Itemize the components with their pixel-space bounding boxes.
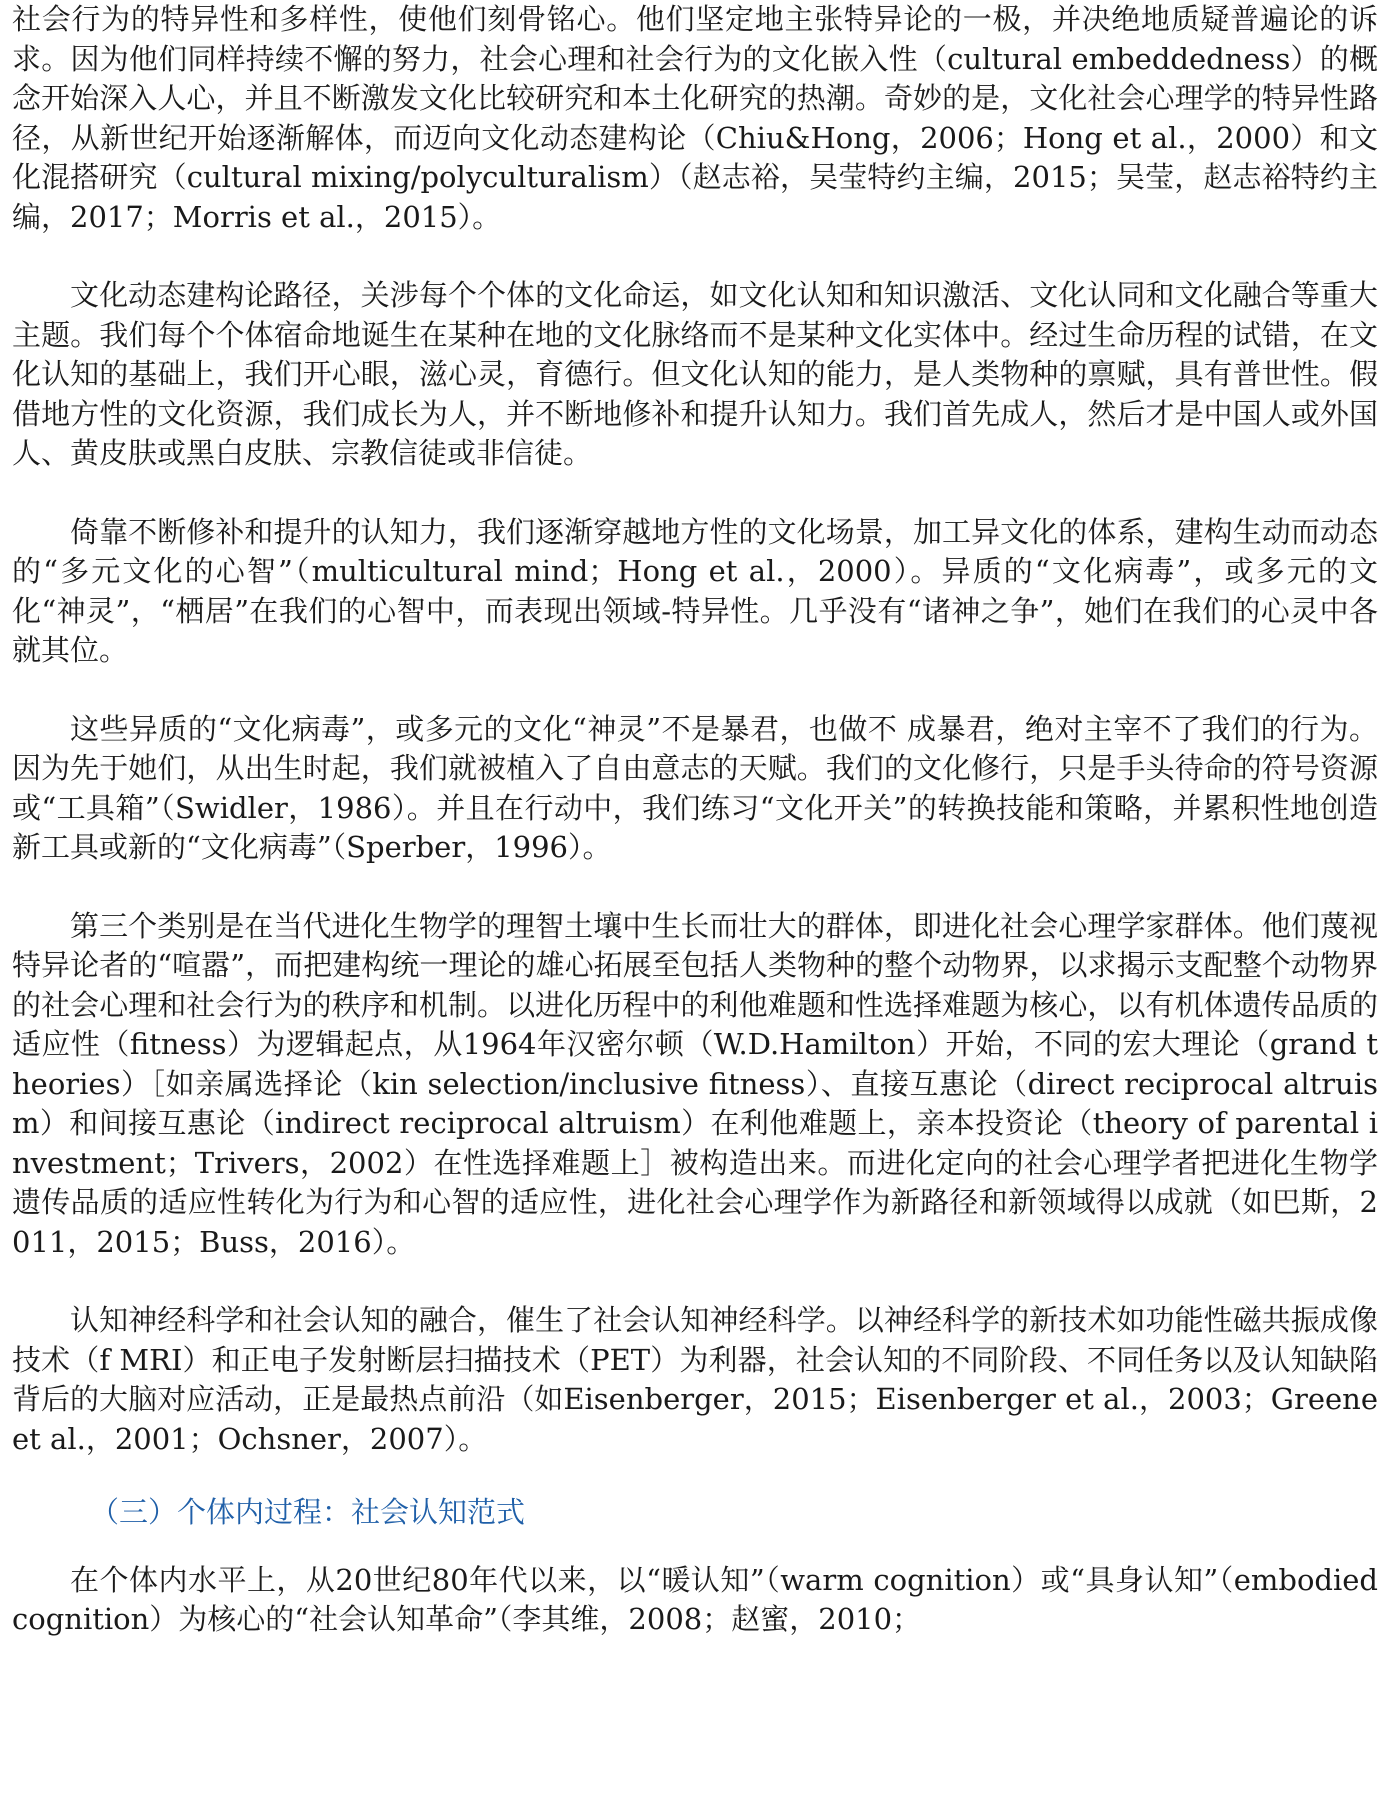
paragraph-1: 社会行为的特异性和多样性，使他们刻骨铭心。他们坚定地主张特异论的一极，并决绝地质疑普遍论的诉求。因为他们同样持续不懈的努力，社会心理和社会行为的文化嵌入性（cultural embeddedness）的概念开始深入人心，并且不断激发文化比较研究和本土化研究的热潮。奇妙的是，文化社会心理学的特异性路径，从新世纪开始逐渐解体，而迈向文化动态建构论（Chiu&Hong，2006；Hong et al.，2000）和文化混搭研究（cultural mixing/polyculturalism）（赵志裕，吴莹特约主编，2015；吴莹，赵志裕特约主编，2017；Morris et al.，2015）。 — [12, 2, 1378, 234]
paragraph-3: 倚靠不断修补和提升的认知力，我们逐渐穿越地方性的文化场景，加工异文化的体系，建构生动而动态的“多元文化的心智”（multicultural mind；Hong et al.，2000）。异质的“文化病毒”，或多元的文化“神灵”，“栖居”在我们的心智中，而表现出领域-特异性。几乎没有“诸神之争”，她们在我们的心灵中各就其位。 — [12, 514, 1378, 667]
paragraph-2: 文化动态建构论路径，关涉每个个体的文化命运，如文化认知和知识激活、文化认同和文化融合等重大主题。我们每个个体宿命地诞生在某种在地的文化脉络而不是某种文化实体中。经过生命历程的试错，在文化认知的基础上，我们开心眼，滋心灵，育德行。但文化认知的能力，是人类物种的禀赋，具有普世性。假借地方性的文化资源，我们成长为人，并不断地修补和提升认知力。我们首先成人，然后才是中国人或外国人、黄皮肤或黑白皮肤、宗教信徒或非信徒。 — [12, 278, 1378, 470]
paragraph-5: 第三个类别是在当代进化生物学的理智土壤中生长而壮大的群体，即进化社会心理学家群体。他们蔑视特异论者的“喧嚣”，而把建构统一理论的雄心拓展至包括人类物种的整个动物界，以求揭示支配整个动物界的社会心理和社会行为的秩序和机制。以进化历程中的利他难题和性选择难题为核心，以有机体遗传品质的适应性（fitness）为逻辑起点，从1964年汉密尔顿（W.D.Hamilton）开始，不同的宏大理论（grand theories）［如亲属选择论（kin selection/inclusive fitness）、直接互惠论（direct reciprocal altruism）和间接互惠论（indirect reciprocal altruism）在利他难题上，亲本投资论（theory of parental investment；Trivers，2002）在性选择难题上］被构造出来。而进化定向的社会心理学者把进化生物学遗传品质的适应性转化为行为和心智的适应性，进化社会心理学作为新路径和新领域得以成就（如巴斯，2011，2015；Buss，2016）。 — [12, 908, 1378, 1259]
section-heading: （三）个体内过程：社会认知范式 — [90, 1495, 526, 1529]
document-page — [12, 0, 1378, 1640]
paragraph-final: 在个体内水平上，从20世纪80年代以来，以“暖认知”（warm cognition）或“具身认知”（embodied cognition）为核心的“社会认知革命”（李其维，2008；赵蜜，2010； — [12, 1562, 1378, 1636]
paragraph-6: 认知神经科学和社会认知的融合，催生了社会认知神经科学。以神经科学的新技术如功能性磁共振成像技术（f MRI）和正电子发射断层扫描技术（PET）为利器，社会认知的不同阶段、不同任务以及认知缺陷背后的大脑对应活动，正是最热点前沿（如Eisenberger，2015；Eisenberger et al.，2003；Greene et al.，2001；Ochsner，2007）。 — [12, 1303, 1378, 1456]
paragraph-4: 这些异质的“文化病毒”，或多元的文化“神灵”不是暴君，也做不 成暴君，绝对主宰不了我们的行为。因为先于她们，从出生时起，我们就被植入了自由意志的天赋。我们的文化修行，只是手头待命的符号资源或“工具箱”（Swidler，1986）。并且在行动中，我们练习“文化开关”的转换技能和策略，并累积性地创造新工具或新的“文化病毒”（Sperber，1996）。 — [12, 711, 1378, 864]
